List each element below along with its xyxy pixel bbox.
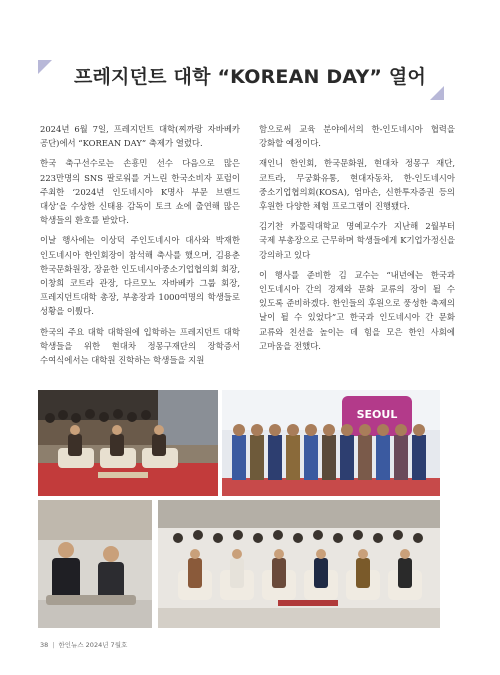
paragraph: 김기찬 카톨릭대학교 명예교수가 지난해 2월부터 국제 부총장으로 근무하며 학생들에게 K기업가정신을 강의하고 있다	[259, 221, 455, 260]
publication-name: 한인뉴스 2024년 7월호	[58, 641, 128, 649]
paragraph: 이날 행사에는 이상덕 주인도네시아 대사와 박재한 인도네시아 한인회장이 참석해 축사를 했으며, 김용춘 한국문화원장, 장윤한 인도네시아중소기업협의회 회장, 이창희 코트라 관장, 다르모노 자바베카 그룹 회장, 프레지던트대학 총장, 부총장과 1000여명의 학생들로 성황을 이뤘다.	[40, 235, 240, 317]
photo-stage-guests	[38, 500, 152, 628]
paragraph: 이 행사를 준비한 김 교수는 “내년에는 한국과 인도네시아 간의 경제와 문화 교류의 장이 될 수 있도록 준비하겠다. 한인들의 후원으로 풍성한 축제의 날이 될 수 있었다”고 한국과 인도네시아 간 문화 교류와 친선을 높이는 데 힘을 모은 한인 사회에 고마움을 전했다.	[259, 269, 455, 351]
paragraph: 한국 축구선수로는 손흥민 선수 다음으로 많은 223만명의 SNS 팔로워를 거느린 한국소비자 포럼이 주최한 ‘2024년 인도네시아 K명사 부문 브랜드 대상’을 수상한 신태용 감독이 토크 쇼에 출연해 많은 학생들의 환호를 받았다.	[40, 158, 240, 226]
paragraph: 함으로써 교육 분야에서의 한-인도네시아 협력을 강화할 예정이다.	[259, 124, 455, 149]
article-column-right	[259, 122, 455, 359]
paragraph: 한국의 주요 대학 대학원에 입학하는 프레지던트 대학 학생들을 위한 현대차 정몽구재단의 장학증서 수여식에서는 대학원 진학하는 학생들을 지원	[40, 326, 240, 366]
page-footer: 38 | 한인뉴스 2024년 7월호	[40, 641, 128, 649]
paragraph: 재인니 한인회, 한국문화원, 현대차 정몽구 재단, 코트라, 무궁화유통, 현대자동차, 한-인도네시아 중소기업협의회(KOSA), 엄마손, 신한투자증권 등의 후원한 다양한 체험 프로그램이 진행됐다.	[259, 158, 455, 212]
photo-talk-show	[38, 390, 218, 496]
article-column-left	[40, 122, 240, 373]
page-number: 38	[40, 641, 49, 649]
banner-text: SEOUL	[356, 408, 398, 421]
paragraph: 2024년 6월 7일, 프레지던트 대학(찌까랑 자바베카 공단)에서 “KOREAN DAY” 축제가 열렸다.	[40, 124, 240, 149]
article-title: 프레지던트 대학 “KOREAN DAY” 열어	[73, 66, 427, 88]
photo-audience	[158, 500, 440, 628]
photo-group	[222, 390, 440, 496]
